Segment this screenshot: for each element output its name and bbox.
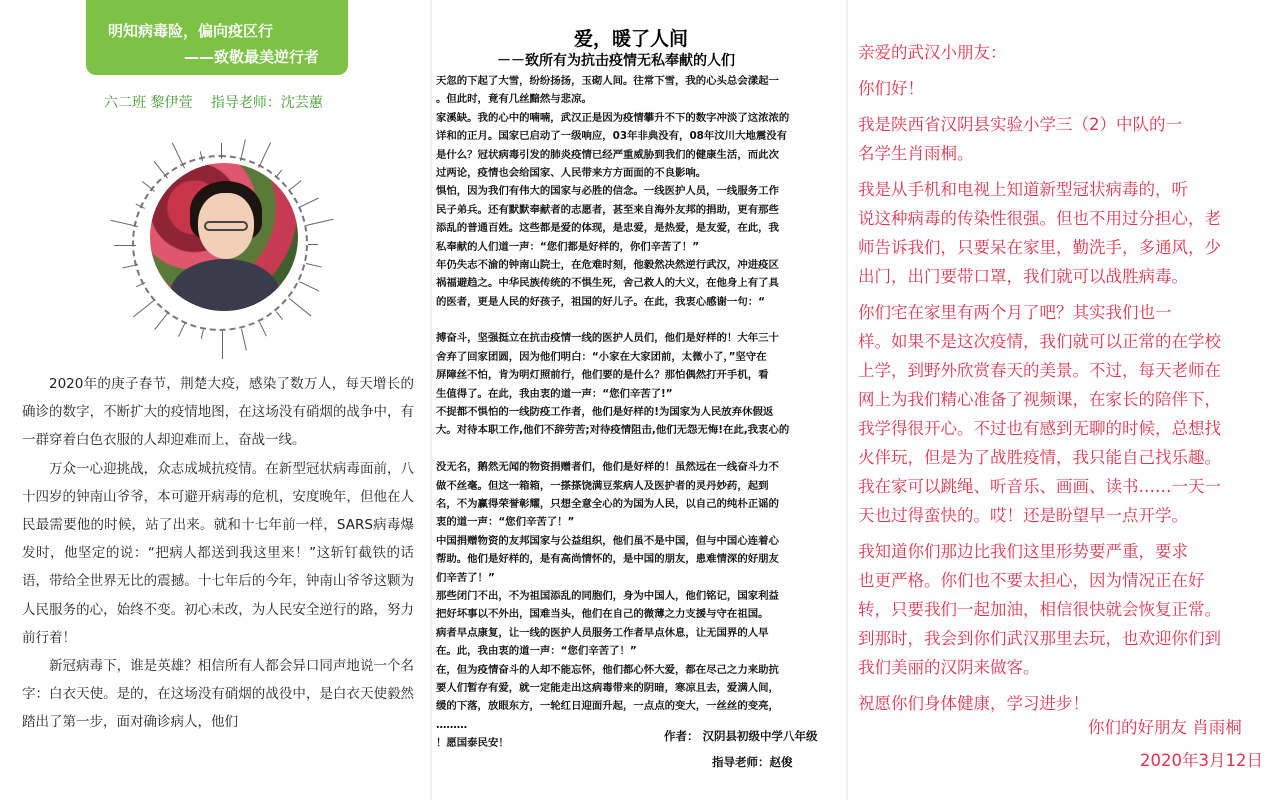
text-line: 们辛苦了！” [436, 571, 495, 584]
letter-line: 我是从手机和电视上知道新型冠状病毒的，听 [858, 180, 1188, 199]
letter-line: 亲爱的武汉小朋友： [858, 43, 1007, 62]
text-line: 家溪缺。我的心中的喃喃，武汉正是因为疫情攀升不下的数字冲淡了这浓浓的 [436, 111, 790, 124]
text-line: 搏奋斗，坚强挺立在抗击疫情一线的医护人员们，他们是好样的！大年三十 [436, 332, 779, 345]
paragraph: 2020年的庚子春节，荆楚大疫，感染了数万人，每天增长的确诊的数字，不断扩大的疫情地图，在这场没有硝烟的战争中，有一群穿着白色衣服的人却迎难而上，奋战一线。 [22, 376, 414, 449]
text-line [436, 440, 844, 458]
text-line: ……… [436, 718, 468, 731]
text-line: 大。对待本职工作,他们不辞劳苦;对待疫情阻击,他们无怨无悔!在此,我衷心的 [436, 424, 790, 437]
text-line: 病者早点康复，让一线的医护人员服务工作者早点休息，让无国界的人早 [436, 626, 769, 639]
text-line: 没无名，鹅然无闻的物资捐赠者们，他们是好样的！虽然远在一线奋斗力不 [436, 461, 779, 474]
article-subtitle: －－致所有为抗击疫情无私奉献的人们 [497, 53, 735, 69]
text-line: 祸福避趋之。中华民族传统的不惧生死，舍己救人的大义，在他身上有了具 [436, 277, 779, 290]
right-letter-panel [850, 0, 1280, 800]
letter-line: 师告诉我们，只要呆在家里，勤洗手，多通风，少 [858, 238, 1221, 257]
text-line: 。但此时，竟有几丝黯然与悲凉。 [436, 93, 592, 106]
text-line: 做不丝毫。但这一箱箱，一搽搽饶满豆浆病人及医护者的灵丹妙药，起到 [436, 479, 769, 492]
letter-line: 你们好！ [858, 79, 924, 98]
article-body [22, 370, 414, 737]
letter-line: 火伴玩，但是为了战胜疫情，我只能自己找乐趣。 [858, 448, 1221, 467]
text-line: 私奉献的人们道一声：“您们都是好样的，你们辛苦了！” [436, 240, 700, 253]
text-line: 不捉都不惧怕的一线防疫工作者，他们是好样的!为国家为人民放弃休假返 [436, 406, 774, 419]
letter-line: 网上为我们精心准备了视频课，在家长的陪伴下， [858, 390, 1221, 409]
letter-line: 说这种病毒的传染性很强。但也不用过分担心，老 [858, 209, 1221, 228]
letter-signature: 你们的好朋友 肖雨桐 [1088, 718, 1242, 737]
letter-line: 我是陕西省汉阴县实验小学三（2）中队的一 [858, 115, 1182, 134]
text-line: 在，但为疫情奋斗的人却不能忘怀，他们都心怀大爱，都在尽己之力来助抗 [436, 663, 779, 676]
text-line: 惧怕，因为我们有伟大的国家与必胜的信念。一线医护人员，一线服务工作 [436, 185, 779, 198]
text-line: 在。此，我由衷的道一声：“您们辛苦了！” [436, 645, 637, 658]
letter-body [858, 38, 1278, 718]
letter-line: 你们宅在家里有两个月了吧？其实我们也一 [858, 303, 1172, 322]
text-line: 的医者，更是人民的好孩子，祖国的好儿子。在此，我衷心感谢一句：“ [436, 295, 765, 308]
letter-line: 样。如果不是这次疫情，我们就可以正常的在学校 [858, 332, 1221, 351]
text-line: 名，不为赢得荣誉彰耀，只想全意全心的为国为人民，以自己的纯朴正谣的 [436, 497, 779, 510]
text-line: 帮助。他们是好样的，是有高尚情怀的，是中国的朋友，患难情深的好朋友 [436, 553, 779, 566]
letter-date: 2020年3月12日 [1140, 751, 1263, 770]
left-article-panel [0, 0, 430, 800]
text-line: 民子弟兵。还有默默奉献者的志愿者，甚至来自海外友邦的捐助，更有那些 [436, 203, 779, 216]
letter-line: 我在家可以跳绳、听音乐、画画、读书……一天一 [858, 477, 1221, 496]
paragraph: 新冠病毒下，谁是英雄？相信所有人都会异口同声地说一个名字：白衣天使。是的，在这场没有硝烟的战役中，是白衣天使毅然踏出了第一步，面对确诊病人，他们 [22, 658, 414, 731]
text-line: 缓的下落，放眼东方，一轮红日迎面升起，一点点的变大，一丝丝的变亮， [436, 700, 779, 713]
text-line: 年仍失志不渝的钟南山院士，在危难时刻，他毅然决然逆行武汉，冲进疫区 [436, 258, 779, 271]
banner-title: 明知病毒险，偏向疫区行 [108, 22, 274, 40]
text-line: 添乱的普通百姓。这些都是爱的体现，是忠爱，是热爱，是友爱，在此，我 [436, 222, 779, 235]
letter-line: 上学，到野外欣赏春天的美景。不过，每天老师在 [858, 361, 1221, 380]
text-line: ！愿国泰民安！ [436, 737, 509, 750]
title-banner [86, 0, 348, 75]
article-title: 爱，暖了人间 [574, 28, 689, 50]
letter-line: 天也过得蛮快的。哎！还是盼望早一点开学。 [858, 506, 1188, 525]
letter-line: 出门，出门要带口罩，我们就可以战胜病毒。 [858, 267, 1188, 286]
text-line: 舍弃了回家团圆，因为他们明白：“小家在大家团前，太微小了，”坚守在 [436, 350, 767, 363]
text-line: 把好坏事以不外出，国难当头，他们在自己的微薄之力支援与守在祖国。 [436, 608, 769, 621]
author-class: 六二班 黎伊萱 [104, 95, 193, 111]
letter-line: 我学得很开心。不过也有感到无聊的时候，总想找 [858, 419, 1221, 438]
byline [104, 92, 337, 112]
text-line: 屏障丝不怕，肯为明灯照前行，他们要的是什么？那怕偶然打开手机，看 [436, 369, 769, 382]
text-line: 要人们暂存有爱，就一定能走出这病毒带来的阴暗，寒凉且去，爱满人间， [436, 681, 779, 694]
text-line: 生值得了。在此，我由衷的道一声：“您们辛苦了!” [436, 387, 673, 400]
text-line: 衷的道一声：“您们辛苦了！” [436, 516, 575, 529]
text-line: 那些闭门不出，不为祖国添乱的同胞们，身为中国人，他们铭记，国家利益 [436, 589, 779, 602]
text-line: 过两论，疫情也会给国家、人民带来方方面面的不良影响。 [436, 166, 707, 179]
text-line: 详和的正月。国家已启动了一级响应，03年非典没有，08年汶川大地震没有 [436, 130, 788, 143]
author-line: 作者： 汉阴县初级中学八年级 [664, 729, 818, 743]
article-body [436, 72, 844, 752]
letter-line: 到那时，我会到你们武汉那里去玩，也欢迎你们到 [858, 629, 1221, 648]
text-line: 中国捐赠物资的友邦国家与公益组织，他们虽不是中国，但与中国心连着心 [436, 534, 779, 547]
text-line: 是什么？冠状病毒引发的肺炎疫情已经严重威胁到我们的健康生活，而此次 [436, 148, 779, 161]
advisor-line: 指导老师：赵俊 [712, 755, 793, 769]
letter-line: 也更严格。你们也不要太担心，因为情况正在好 [858, 571, 1205, 590]
letter-line: 名学生肖雨桐。 [858, 144, 974, 163]
middle-article-panel [432, 0, 846, 800]
student-photo [150, 163, 298, 311]
letter-line: 我们美丽的汉阴来做客。 [858, 658, 1040, 677]
divider [846, 0, 848, 800]
text-line: 天忽的下起了大雪，纷纷扬扬，玉砌人间。往常下雪，我的心头总会漾起一 [436, 75, 779, 87]
text-line [436, 311, 844, 329]
letter-line: 我知道你们那边比我们这里形势要严重，要求 [858, 542, 1188, 561]
paragraph: 万众一心迎挑战，众志成城抗疫情。在新型冠状病毒面前，八十四岁的钟南山爷爷，本可避开病毒的危机，安度晚年，但他在人民最需要他的时候，站了出来。就和十七年前一样，SARS病毒爆发时，他坚定的说：“把病人都送到我这里来！”这斩钉截铁的话语，带给全世界无比的震撼。十七年后的今年，钟南山爷爷这颗为人民服务的心，始终不变。初心未改，为人民安全逆行的路，努力前行着！ [22, 460, 414, 646]
banner-subtitle: ——致敬最美逆行者 [184, 48, 320, 66]
advisor-teacher: 指导老师：沈芸蕙 [210, 95, 323, 111]
letter-line: 祝愿你们身体健康，学习进步！ [858, 694, 1089, 713]
letter-line: 转，只要我们一起加油，相信很快就会恢复正常。 [858, 600, 1221, 619]
